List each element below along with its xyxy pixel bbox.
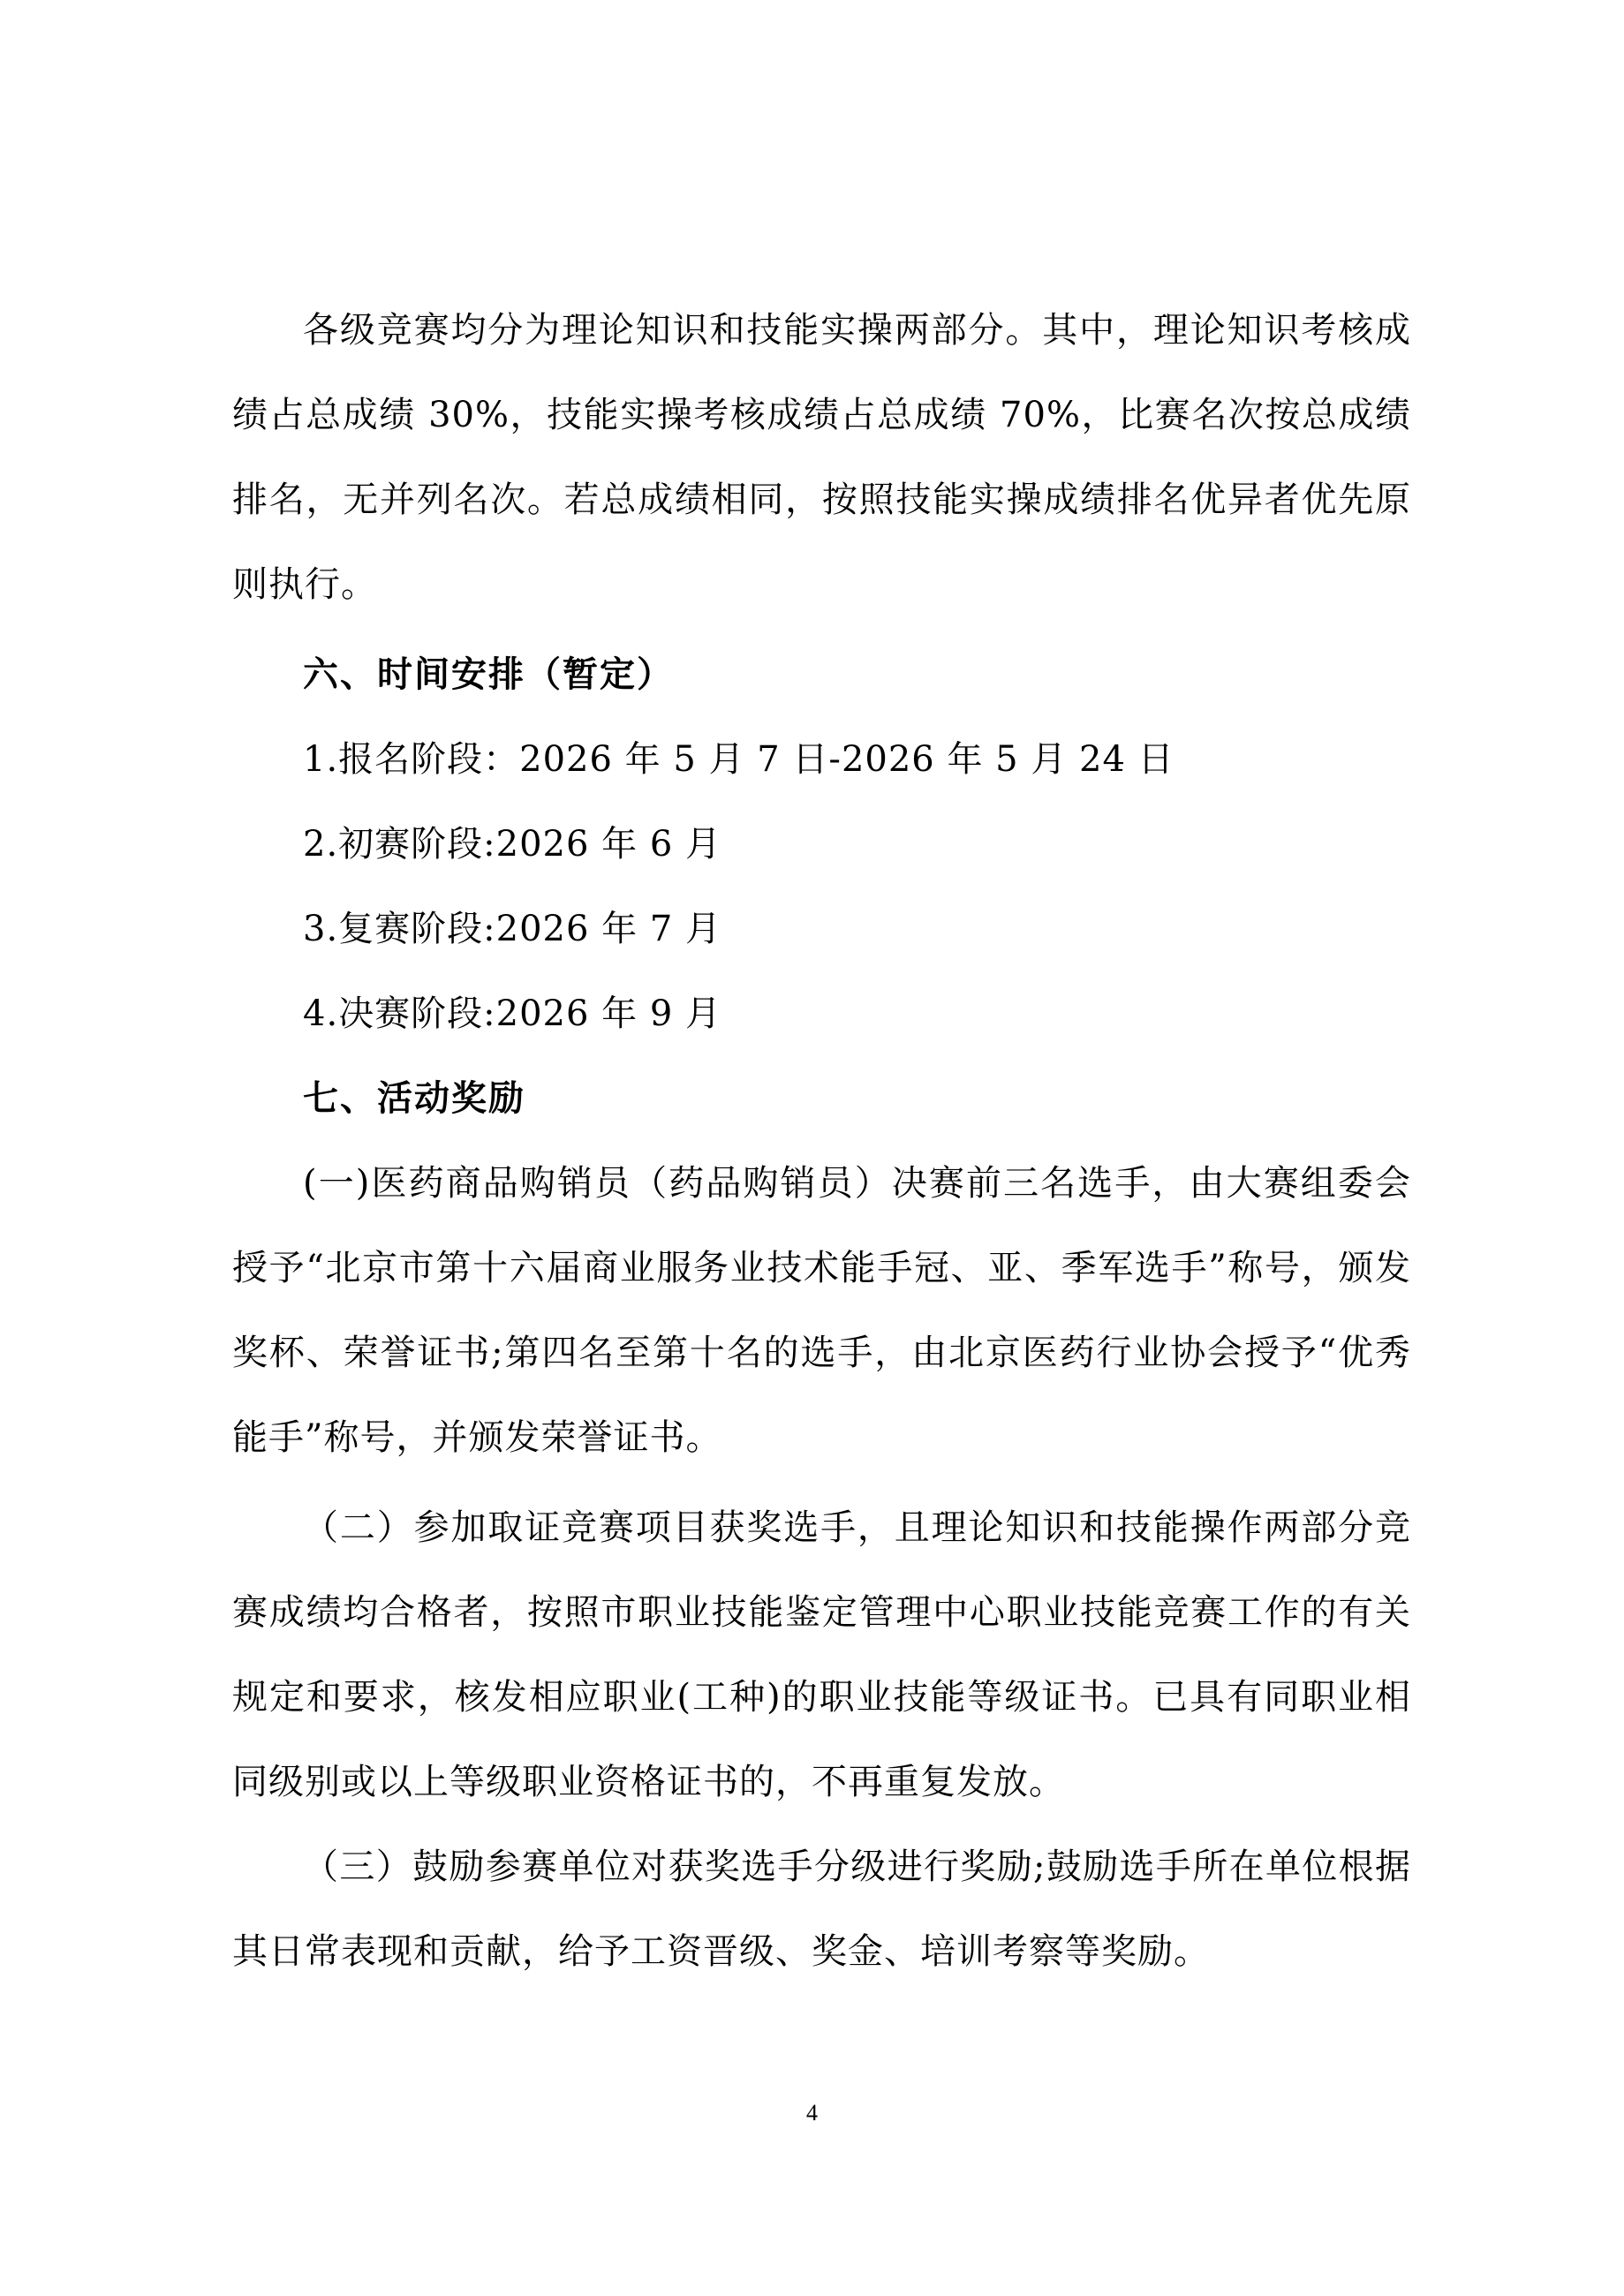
schedule-item-preliminary: 2.初赛阶段:2026 年 6 月 xyxy=(303,824,722,865)
reward-paragraph-3: （三）鼓励参赛单位对获奖选手分级进行奖励;鼓励选手所在单位根据其日常表现和贡献，给予工资晋级、奖金、培训考察等奖励。 xyxy=(232,1847,1411,1972)
section-heading-schedule: 六、时间安排（暂定） xyxy=(303,653,674,695)
schedule-item-final: 4.决赛阶段:2026 年 9 月 xyxy=(303,993,722,1034)
schedule-item-registration: 1.报名阶段：2026 年 5 月 7 日-2026 年 5 月 24 日 xyxy=(303,739,1175,780)
schedule-item-semifinal: 3.复赛阶段:2026 年 7 月 xyxy=(303,909,722,949)
scoring-paragraph: 各级竞赛均分为理论知识和技能实操两部分。其中，理论知识考核成绩占总成绩 30%，技能实操考核成绩占总成绩 70%，比赛名次按总成绩排名，无并列名次。若总成绩相同，按照技能实操成绩排名优异者优先原则执行。 xyxy=(232,310,1411,605)
reward-paragraph-1: (一)医药商品购销员（药品购销员）决赛前三名选手，由大赛组委会授予“北京市第十六届商业服务业技术能手冠、亚、季军选手”称号，颁发奖杯、荣誉证书;第四名至第十名的选手，由北京医药行业协会授予“优秀能手”称号，并颁发荣誉证书。 xyxy=(232,1163,1411,1458)
reward-paragraph-2: （二）参加取证竞赛项目获奖选手，且理论知识和技能操作两部分竞赛成绩均合格者，按照市职业技能鉴定管理中心职业技能竞赛工作的有关规定和要求，核发相应职业(工种)的职业技能等级证书。已具有同职业相同级别或以上等级职业资格证书的，不再重复发放。 xyxy=(232,1507,1411,1802)
page-number: 4 xyxy=(806,2100,818,2126)
section-heading-rewards: 七、活动奖励 xyxy=(303,1077,525,1119)
document-body xyxy=(232,288,1411,1994)
